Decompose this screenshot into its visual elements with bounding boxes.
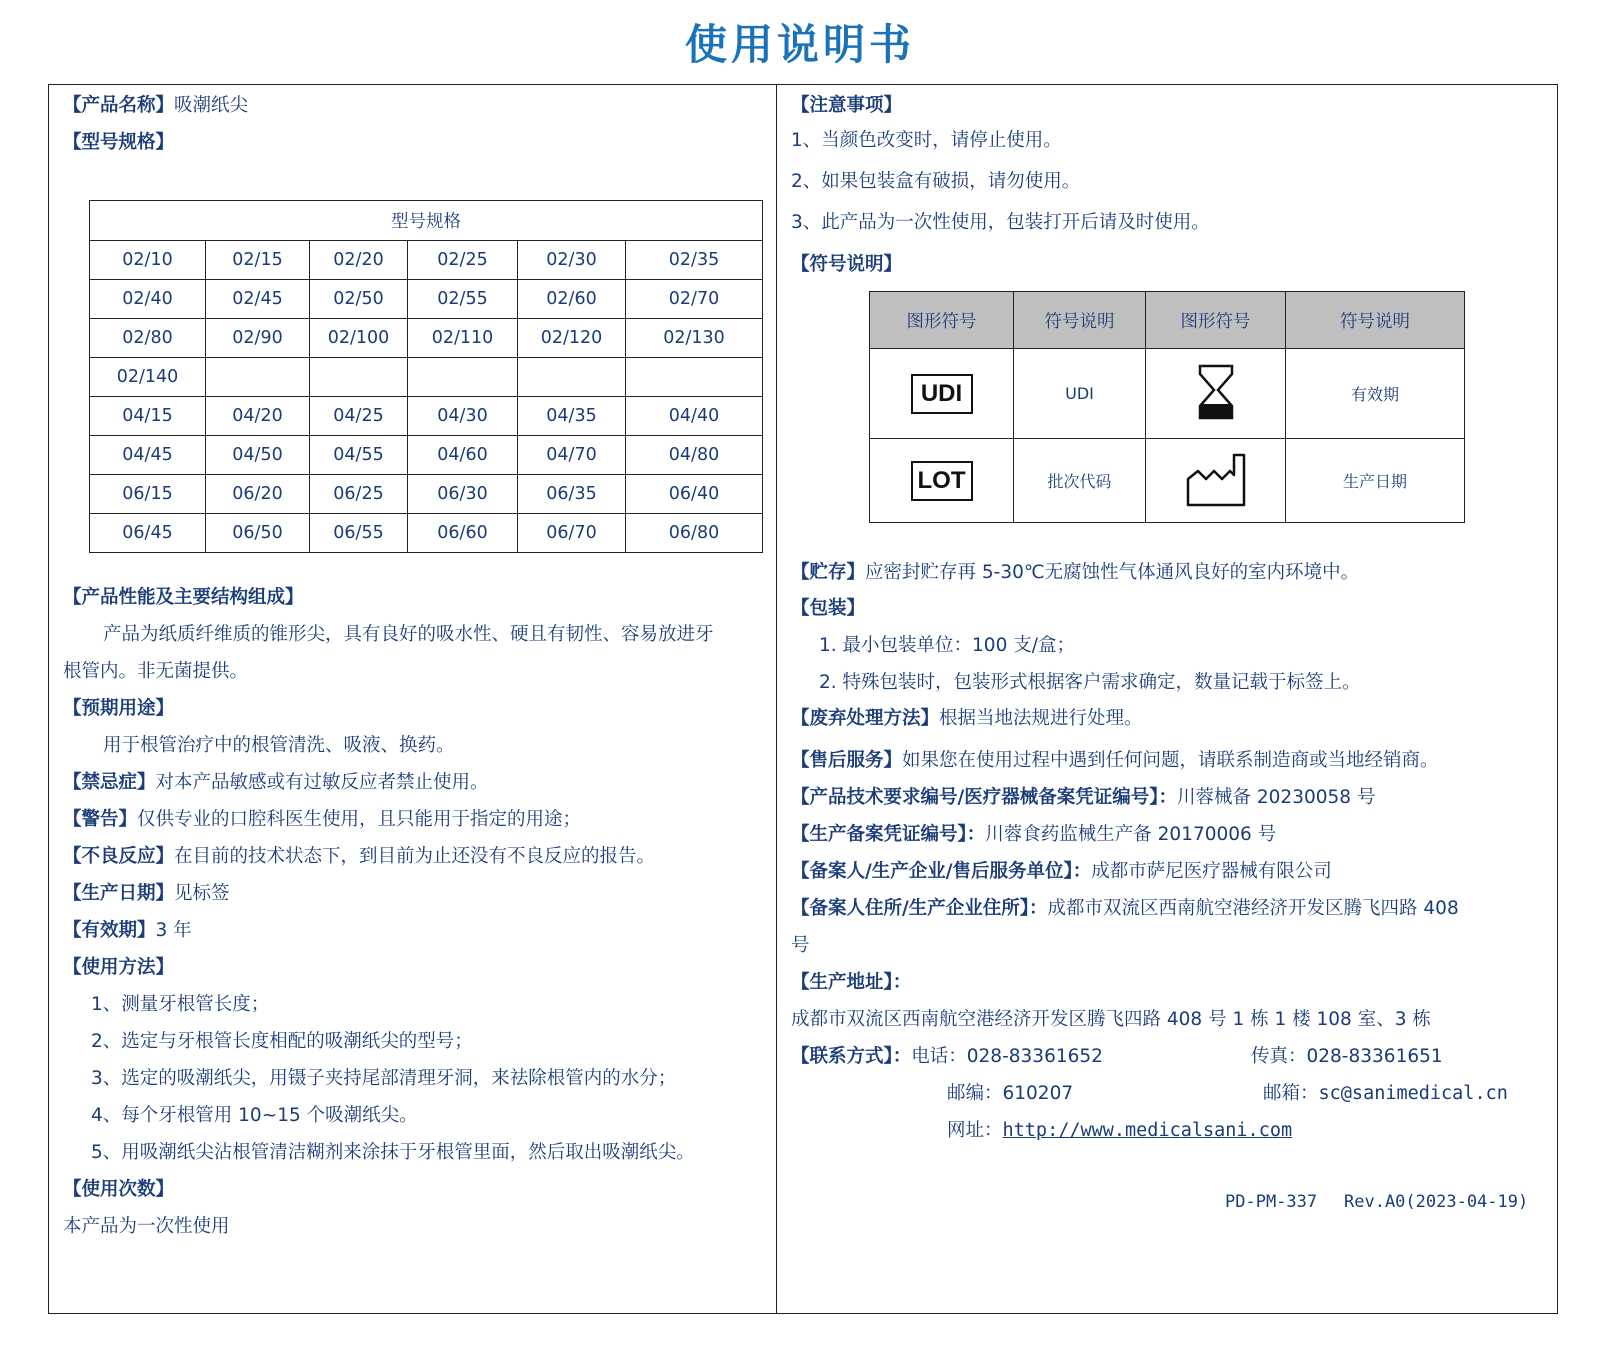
- hourglass-icon: [1196, 364, 1236, 420]
- spec-cell: 02/80: [90, 319, 206, 358]
- spec-cell: 02/50: [310, 280, 408, 319]
- lot-symbol: LOT: [911, 461, 973, 501]
- prod-addr-label: 【生产地址】：: [791, 972, 912, 993]
- spec-cell: 06/20: [206, 475, 310, 514]
- symbols-header-1: 图形符号: [870, 292, 1014, 349]
- spec-cell: 02/110: [408, 319, 518, 358]
- spec-cell: [310, 358, 408, 397]
- spec-table-header: 型号规格: [90, 201, 763, 241]
- spec-cell: 04/25: [310, 397, 408, 436]
- usage-step-4: 4、每个牙根管用 10~15 个吸潮纸尖。: [91, 1105, 418, 1126]
- performance-text-1: 产品为纸质纤维质的锥形尖，具有良好的吸水性、硬且有韧性、容易放进牙: [103, 624, 714, 645]
- purpose-text: 用于根管治疗中的根管清洗、吸液、换药。: [103, 735, 455, 756]
- spec-cell: 06/45: [90, 514, 206, 553]
- udi-desc: UDI: [1014, 349, 1146, 439]
- spec-cell: [518, 358, 626, 397]
- product-name-value: 吸潮纸尖: [174, 95, 249, 116]
- spec-cell: 06/50: [206, 514, 310, 553]
- spec-cell: 04/50: [206, 436, 310, 475]
- storage-line: [791, 560, 1359, 586]
- prod-cert-line: [791, 822, 1276, 848]
- website-line: [947, 1118, 1292, 1144]
- spec-cell: 02/100: [310, 319, 408, 358]
- phone-text: 电话：028-83361652: [911, 1046, 1103, 1067]
- column-divider: [776, 85, 777, 1313]
- table-row: [90, 358, 763, 397]
- spec-cell: 06/15: [90, 475, 206, 514]
- website-label: 网址：: [947, 1120, 1003, 1141]
- symbols-header-3: 图形符号: [1146, 292, 1286, 349]
- purpose-label: 【预期用途】: [63, 698, 175, 719]
- warning-text: 仅供专业的口腔科医生使用，且只能用于指定的用途；: [137, 809, 582, 830]
- adverse-text: 在目前的技术状态下，到目前为止还没有不良反应的报告。: [174, 846, 656, 867]
- postcode-text: 邮编：610207: [947, 1083, 1074, 1104]
- disposal-label: 【废弃处理方法】: [791, 708, 940, 729]
- spec-cell: 02/90: [206, 319, 310, 358]
- filer-label: 【备案人/生产企业/售后服务单位】：: [791, 861, 1092, 882]
- warning-label: 【警告】: [63, 809, 138, 830]
- table-row: [90, 514, 763, 553]
- spec-cell: 04/20: [206, 397, 310, 436]
- package-item-1: 1. 最小包装单位：100 支/盒；: [819, 635, 1075, 656]
- package-item-2: 2. 特殊包装时，包装形式根据客户需求确定，数量记载于标签上。: [819, 672, 1361, 693]
- service-line: [791, 748, 1439, 774]
- disposal-line: [791, 706, 1143, 732]
- performance-label: 【产品性能及主要结构组成】: [63, 587, 304, 608]
- tech-line: [791, 785, 1375, 811]
- spec-cell: 06/80: [626, 514, 763, 553]
- validity-text: 3 年: [155, 920, 192, 941]
- adverse-line: [63, 844, 655, 870]
- email-line: [1263, 1081, 1508, 1107]
- filer-text: 成都市萨尼医疗器械有限公司: [1091, 861, 1332, 882]
- spec-cell: 02/140: [90, 358, 206, 397]
- symbols-header-2: 符号说明: [1014, 292, 1146, 349]
- package-label: 【包装】: [791, 598, 866, 619]
- contact-label: 【联系方式】：: [791, 1046, 912, 1067]
- spec-table: [89, 200, 763, 553]
- spec-cell: 04/60: [408, 436, 518, 475]
- prod-addr-text: 成都市双流区西南航空港经济开发区腾飞四路 408 号 1 栋 1 楼 108 室、3 栋: [791, 1009, 1431, 1030]
- symbols-header-4: 符号说明: [1286, 292, 1465, 349]
- spec-cell: 02/20: [310, 241, 408, 280]
- spec-cell: 04/30: [408, 397, 518, 436]
- fax-text: 传真：028-83361651: [1251, 1046, 1443, 1067]
- table-row: [90, 241, 763, 280]
- table-row: [90, 280, 763, 319]
- symbols-row-2: [870, 439, 1465, 523]
- udi-symbol-cell: [870, 349, 1014, 439]
- mfg-date-text: 见标签: [174, 883, 230, 904]
- filer-addr-text-2: 号: [791, 935, 810, 956]
- expiry-desc: 有效期: [1286, 349, 1465, 439]
- filer-addr-text: 成都市双流区西南航空港经济开发区腾飞四路 408: [1047, 898, 1459, 919]
- filer-addr-line: [791, 896, 1459, 922]
- table-row: [90, 475, 763, 514]
- caution-item-1: 1、当颜色改变时，请停止使用。: [791, 130, 1062, 151]
- factory-icon: [1184, 449, 1248, 509]
- spec-cell: 02/30: [518, 241, 626, 280]
- spec-cell: 04/35: [518, 397, 626, 436]
- times-text: 本产品为一次性使用: [63, 1216, 230, 1237]
- disposal-text: 根据当地法规进行处理。: [939, 708, 1143, 729]
- storage-label: 【贮存】: [791, 562, 866, 583]
- spec-cell: 06/60: [408, 514, 518, 553]
- symbols-row-1: [870, 349, 1465, 439]
- contra-text: 对本产品敏感或有过敏反应者禁止使用。: [155, 772, 489, 793]
- expiry-symbol-cell: [1146, 349, 1286, 439]
- mfg-date-line: [63, 881, 230, 907]
- caution-item-2: 2、如果包装盒有破损，请勿使用。: [791, 171, 1081, 192]
- caution-item-3: 3、此产品为一次性使用，包装打开后请及时使用。: [791, 212, 1210, 233]
- page-title: 使用说明书: [684, 20, 915, 69]
- validity-label: 【有效期】: [63, 920, 156, 941]
- usage-step-5: 5、用吸潮纸尖沾根管清洁糊剂来涂抹于牙根管里面，然后取出吸潮纸尖。: [91, 1142, 695, 1163]
- spec-label: 【型号规格】: [63, 132, 175, 153]
- spec-cell: [408, 358, 518, 397]
- tech-label: 【产品技术要求编号/医疗器械备案凭证编号】：: [791, 787, 1178, 808]
- service-label: 【售后服务】: [791, 750, 903, 771]
- spec-cell: 02/120: [518, 319, 626, 358]
- spec-cell: [206, 358, 310, 397]
- service-text: 如果您在使用过程中遇到任何问题，请联系制造商或当地经销商。: [902, 750, 1439, 771]
- revision: Rev.A0(2023-04-19): [1344, 1192, 1529, 1212]
- spec-cell: 02/60: [518, 280, 626, 319]
- contra-line: [63, 770, 489, 796]
- lot-symbol-cell: [870, 439, 1014, 523]
- tech-text: 川蓉械备 20230058 号: [1177, 787, 1376, 808]
- spec-cell: 06/40: [626, 475, 763, 514]
- spec-cell: 02/70: [626, 280, 763, 319]
- adverse-label: 【不良反应】: [63, 846, 175, 867]
- website-link[interactable]: http://www.medicalsani.com: [1002, 1120, 1293, 1141]
- table-row: [90, 436, 763, 475]
- udi-symbol: UDI: [911, 374, 973, 414]
- filer-addr-label: 【备案人住所/生产企业住所】：: [791, 898, 1048, 919]
- spec-cell: 02/15: [206, 241, 310, 280]
- warning-line: [63, 807, 581, 833]
- contra-label: 【禁忌症】: [63, 772, 156, 793]
- mfg-date-label: 【生产日期】: [63, 883, 175, 904]
- times-label: 【使用次数】: [63, 1179, 175, 1200]
- performance-text-2: 根管内。非无菌提供。: [63, 661, 249, 682]
- usage-step-3: 3、选定的吸潮纸尖，用镊子夹持尾部清理牙洞，来祛除根管内的水分；: [91, 1068, 677, 1089]
- spec-cell: 02/55: [408, 280, 518, 319]
- mfg-desc: 生产日期: [1286, 439, 1465, 523]
- symbols-table: [869, 291, 1465, 523]
- spec-cell: 02/35: [626, 241, 763, 280]
- caution-label: 【注意事项】: [791, 95, 903, 116]
- product-name-line: [63, 93, 248, 119]
- usage-label: 【使用方法】: [63, 957, 175, 978]
- spec-cell: 02/130: [626, 319, 763, 358]
- spec-cell: 06/30: [408, 475, 518, 514]
- usage-step-2: 2、选定与牙根管长度相配的吸潮纸尖的型号；: [91, 1031, 473, 1052]
- prod-cert-label: 【生产备案凭证编号】：: [791, 824, 986, 845]
- factory-symbol-cell: [1146, 439, 1286, 523]
- spec-cell: 04/70: [518, 436, 626, 475]
- spec-cell: 02/25: [408, 241, 518, 280]
- prod-cert-text: 川蓉食药监械生产备 20170006 号: [985, 824, 1277, 845]
- spec-cell: 02/45: [206, 280, 310, 319]
- spec-cell: 04/40: [626, 397, 763, 436]
- email-text: sc@sanimedical.cn: [1318, 1083, 1508, 1104]
- table-row: [90, 319, 763, 358]
- lot-desc: 批次代码: [1014, 439, 1146, 523]
- spec-cell: 06/35: [518, 475, 626, 514]
- symbols-label: 【符号说明】: [791, 254, 903, 275]
- validity-line: [63, 918, 192, 944]
- spec-cell: 06/70: [518, 514, 626, 553]
- spec-cell: 06/25: [310, 475, 408, 514]
- spec-cell: 04/45: [90, 436, 206, 475]
- spec-cell: 02/40: [90, 280, 206, 319]
- spec-cell: 06/55: [310, 514, 408, 553]
- doc-code: PD-PM-337: [1225, 1192, 1318, 1212]
- email-label: 邮箱：: [1263, 1083, 1319, 1104]
- document-frame: [48, 84, 1558, 1314]
- spec-cell: 04/15: [90, 397, 206, 436]
- contact-line: [791, 1044, 1103, 1070]
- spec-cell: 04/80: [626, 436, 763, 475]
- spec-cell: [626, 358, 763, 397]
- usage-step-1: 1、测量牙根管长度；: [91, 994, 270, 1015]
- spec-cell: 02/10: [90, 241, 206, 280]
- spec-cell: 04/55: [310, 436, 408, 475]
- filer-line: [791, 859, 1332, 885]
- product-name-label: 【产品名称】: [63, 95, 175, 116]
- storage-text: 应密封贮存再 5-30℃无腐蚀性气体通风良好的室内环境中。: [865, 562, 1360, 583]
- table-row: [90, 397, 763, 436]
